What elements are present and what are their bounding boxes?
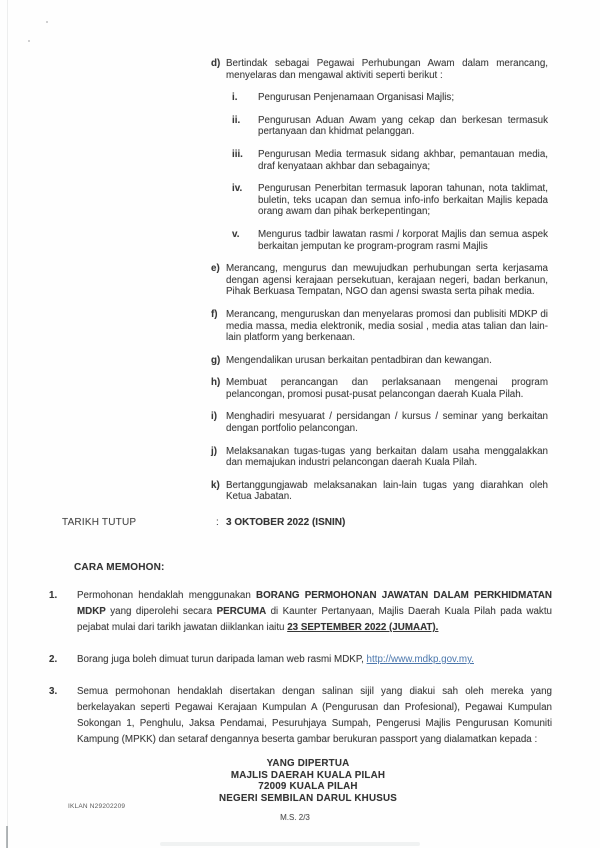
- apply-item-1-free-label: PERCUMA: [216, 606, 267, 617]
- duty-item-i: [211, 411, 548, 434]
- sub-item-text: Pengurusan Penjenamaan Organisasi Majlis;: [258, 92, 455, 104]
- duty-label: e): [211, 263, 220, 275]
- duty-sublist: [232, 92, 548, 252]
- duty-text: Mengendalikan urusan berkaitan pentadbiran dan kewangan.: [226, 354, 492, 366]
- sub-item-text: Pengurusan Penerbitan termasuk laporan tahunan, nota taklimat, buletin, teks ucapan dan semua info-info berkaitan Majlis kepada orang awam dan pihak berkepentingan;: [258, 183, 548, 218]
- mailing-address-block: [75, 758, 541, 804]
- closing-date-row: [62, 517, 548, 528]
- apply-item-1-seg3: yang diperolehi secara: [105, 606, 217, 617]
- scan-smudge: [160, 842, 420, 846]
- closing-date-separator: :: [216, 517, 219, 528]
- scan-speck: [28, 40, 30, 42]
- apply-item-1-seg5: di Kaunter Pertanyaan, Majlis Daerah Kuala Pilah pada waktu pejabat mulai dari tarikh jawatan diiklankan iaitu: [77, 606, 552, 633]
- sub-item-label: iii.: [232, 148, 243, 160]
- apply-item-1-form-name: BORANG PERMOHONAN JAWATAN DALAM PERKHIDMATAN MDKP: [77, 590, 553, 617]
- duty-text: Melaksanakan tugas-tugas yang berkaitan dalam usaha menggalakkan dan memajukan industri pelancongan daerah Kuala Pilah.: [226, 445, 548, 469]
- apply-item-number: 3.: [49, 686, 58, 697]
- sub-item-label: i.: [232, 92, 238, 104]
- duty-text: Merancang, mengurus dan mewujudkan perhubungan serta kerjasama dengan agensi kerajaan persekutuan, kerajaan negeri, badan berkanun, Pihak Berkuasa Tempatan, NGO dan agensi swasta serta pihak media.: [226, 263, 548, 298]
- sub-item-ii: [232, 115, 548, 138]
- scan-speck: [46, 21, 48, 23]
- address-state: NEGERI SEMBILAN DARUL KHUSUS: [219, 792, 397, 804]
- page-number: M.S. 2/3: [280, 813, 310, 822]
- duty-item-h: [211, 377, 548, 400]
- sub-item-iv: [232, 183, 548, 218]
- sub-item-label: iv.: [232, 183, 243, 195]
- advert-reference-number: IKLAN N29202209: [68, 803, 126, 810]
- scan-edge-line: [7, 0, 8, 848]
- duty-item-d: [211, 58, 548, 81]
- how-to-apply-heading: CARA MEMOHON:: [74, 562, 165, 573]
- duty-item-g: [211, 355, 548, 367]
- apply-item-1-seg1: Permohonan hendaklah menggunakan: [77, 590, 257, 601]
- sub-item-label: v.: [232, 228, 240, 240]
- duty-text: Bertindak sebagai Pegawai Perhubungan Awam dalam merancang, menyelaras dan mengawal aktiviti seperti berikut :: [226, 58, 548, 81]
- duty-label: i): [211, 411, 217, 423]
- apply-item-text: [77, 652, 552, 668]
- duty-label: h): [211, 377, 221, 389]
- duty-item-k: [211, 480, 548, 503]
- closing-date-value: 3 OKTOBER 2022 (ISNIN): [226, 517, 346, 528]
- apply-item-2: [49, 652, 552, 668]
- sub-item-label: ii.: [232, 114, 241, 126]
- sub-item-iii: [232, 149, 548, 172]
- apply-item-1: [49, 588, 552, 636]
- how-to-apply-list: [49, 588, 552, 764]
- apply-item-number: 1.: [49, 590, 58, 601]
- sub-item-text: Pengurusan Aduan Awam yang cekap dan berkesan termasuk pertanyaan dan khidmat pelanggan.: [258, 114, 548, 138]
- duties-section: [211, 58, 548, 514]
- address-organization: MAJLIS DAERAH KUALA PILAH: [230, 769, 386, 781]
- duty-label: j): [211, 445, 217, 457]
- duty-label: d): [211, 58, 221, 69]
- sub-item-text: Pengurusan Media termasuk sidang akhbar, pemantauan media, draf kenyataan akhbar dan sebagainya;: [258, 148, 548, 172]
- sub-item-text: Mengurus tadbir lawatan rasmi / korporat Majlis dan semua aspek berkaitan jemputan ke program-program rasmi Majlis: [258, 228, 548, 252]
- duty-item-e: [211, 263, 548, 298]
- mdkp-website-link[interactable]: http://www.mdkp.gov.my.: [366, 654, 474, 665]
- duty-text: Menghadiri mesyuarat / persidangan / kursus / seminar yang berkaitan dengan portfolio pelancongan.: [226, 411, 548, 435]
- duty-item-f: [211, 309, 548, 344]
- apply-item-number: 2.: [49, 654, 58, 665]
- sub-item-v: [232, 229, 548, 252]
- scan-edge-mark: [6, 826, 8, 848]
- duty-item-j: [211, 446, 548, 469]
- apply-item-2-seg1: Borang juga boleh dimuat turun daripada laman web rasmi MDKP,: [77, 654, 367, 665]
- duty-label: g): [211, 354, 221, 366]
- duty-text: Membuat perancangan dan perlaksanaan mengenai program pelancongan, promosi pusat-pusat pelancongan daerah Kuala Pilah.: [226, 377, 548, 400]
- closing-date-label: TARIKH TUTUP: [62, 517, 137, 528]
- address-recipient: YANG DIPERTUA: [266, 758, 350, 769]
- address-postcode-city: 72009 KUALA PILAH: [258, 781, 358, 792]
- apply-item-text: Semua permohonan hendaklah disertakan dengan salinan sijil yang diakui sah oleh mereka yang berkelayakan seperti Pegawai Kerajaan Kumpulan A (Pengurusan dan Profesional), Pegawai Kumpulan Sokongan 1, Penghulu, Jaksa Pendamai, Pesuruhjaya Sumpah, Pengerusi Majlis Pengurusan Komuniti Kampung (MPKK) dan setaraf dengannya beserta gambar berukuran passport yang dialamatkan kepada :: [77, 686, 552, 745]
- duty-label: f): [211, 308, 218, 320]
- duty-text: Bertanggungjawab melaksanakan lain-lain tugas yang diarahkan oleh Ketua Jabatan.: [226, 479, 548, 503]
- apply-item-text: [77, 588, 552, 636]
- apply-item-3: [49, 684, 552, 748]
- duty-label: k): [211, 479, 220, 491]
- duty-text: Merancang, menguruskan dan menyelaras promosi dan publisiti MDKP di media massa, media elektronik, media sosial , media atas talian dan lain-lain platform yang berkenaan.: [226, 308, 548, 344]
- apply-item-1-advert-date: 23 SEPTEMBER 2022 (JUMAAT).: [287, 622, 439, 633]
- sub-item-i: [232, 92, 548, 104]
